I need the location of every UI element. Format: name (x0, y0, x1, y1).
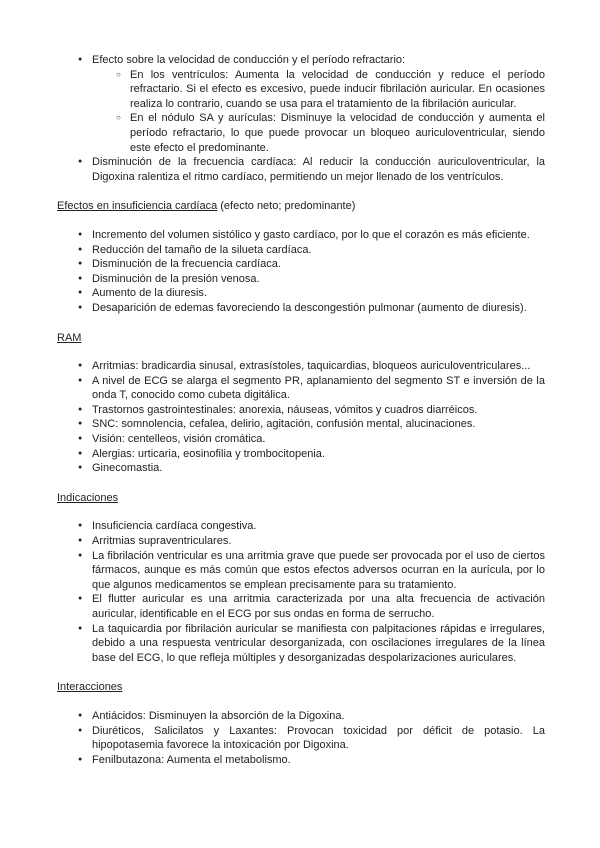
sub-list-item: ○ En el nódulo SA y aurículas: Disminuye la velocidad de conducción y aumenta el período refractario, lo que puede provocar un bloqueo auriculoventricular, siendo este efecto el predominante. (57, 111, 545, 155)
sub-list-item: ○ En los ventrículos: Aumenta la velocidad de conducción y reduce el período refractario. Si el efecto es excesivo, puede inducir fibrilación auricular. En ocasiones realiza lo contrario, cuando se usa para el tratamiento de la fibrilación auricular. (57, 68, 545, 112)
list-item: ● El flutter auricular es una arritmia caracterizada por una alta frecuencia de activación auricular, identificable en el ECG por sus ondas en forma de serrucho. (57, 592, 545, 621)
list-item: ● Arritmias: bradicardia sinusal, extrasístoles, taquicardias, bloqueos auriculoventriculares... (57, 359, 545, 374)
list-item: ● Disminución de la presión venosa. (57, 272, 545, 287)
heading-text: Efectos en insuficiencia cardíaca (57, 200, 218, 213)
interacciones-section (57, 680, 545, 767)
list-item: ● Diuréticos, Salicilatos y Laxantes: Provocan toxicidad por déficit de potasio. La hipopotasemia favorece la intoxicación por Digoxina. (57, 724, 545, 753)
intro-section (57, 53, 545, 184)
list-item: ● Arritmias supraventriculares. (57, 534, 545, 549)
list-item: ● La taquicardia por fibrilación auricular se manifiesta con palpitaciones rápidas e irregulares, debido a una respuesta ventricular desorganizada, con oscilaciones irregulares de la línea base del ECG, lo que refleja múltiples y desorganizadas despolarizaciones auriculares. (57, 622, 545, 666)
list-item: ● Incremento del volumen sistólico y gasto cardíaco, por lo que el corazón es más eficiente. (57, 228, 545, 243)
list-item: ● Trastornos gastrointestinales: anorexia, náuseas, vómitos y cuadros diarréicos. (57, 403, 545, 418)
list-item: ● Aumento de la diuresis. (57, 286, 545, 301)
list-item: ● La fibrilación ventricular es una arritmia grave que puede ser provocada por el uso de ciertos fármacos, aunque es más común que estos efectos adversos ocurran en la aurícula, por lo que algunos medicamentos se emplean precisamente para su tratamiento. (57, 549, 545, 593)
indicaciones-section (57, 491, 545, 666)
section-heading: Indicaciones (57, 491, 119, 504)
list-item: ● Insuficiencia cardíaca congestiva. (57, 519, 545, 534)
list-item: ● Ginecomastia. (57, 461, 545, 476)
list-item: ● Reducción del tamaño de la silueta cardíaca. (57, 243, 545, 258)
ram-section (57, 331, 545, 476)
list-item: ● Alergias: urticaria, eosinofilia y trombocitopenia. (57, 447, 545, 462)
list-item: ● Disminución de la frecuencia cardíaca: Al reducir la conducción auriculoventricular, la Digoxina ralentiza el ritmo cardíaco, permitiendo un mejor llenado de los ventrículos. (57, 155, 545, 184)
list-item: ● Fenilbutazona: Aumenta el metabolismo. (57, 753, 545, 768)
list-item: ● Desaparición de edemas favoreciendo la descongestión pulmonar (aumento de diuresis). (57, 301, 545, 316)
section-heading: RAM (57, 331, 82, 344)
section-heading (57, 199, 545, 214)
list-item: ● Visión: centelleos, visión cromática. (57, 432, 545, 447)
efectos-section (57, 199, 545, 315)
list-item: ● Efecto sobre la velocidad de conducción y el período refractario: (57, 53, 545, 68)
list-item: ● SNC: somnolencia, cefalea, delirio, agitación, confusión mental, alucinaciones. (57, 417, 545, 432)
heading-note: (efecto neto; predominante) (217, 200, 356, 213)
section-heading: Interacciones (57, 681, 123, 694)
list-item: ● Disminución de la frecuencia cardíaca. (57, 257, 545, 272)
list-item: ● Antiácidos: Disminuyen la absorción de la Digoxina. (57, 709, 545, 724)
list-item: ● A nivel de ECG se alarga el segmento PR, aplanamiento del segmento ST e inversión de la onda T, conocido como cubeta digitálica. (57, 374, 545, 403)
